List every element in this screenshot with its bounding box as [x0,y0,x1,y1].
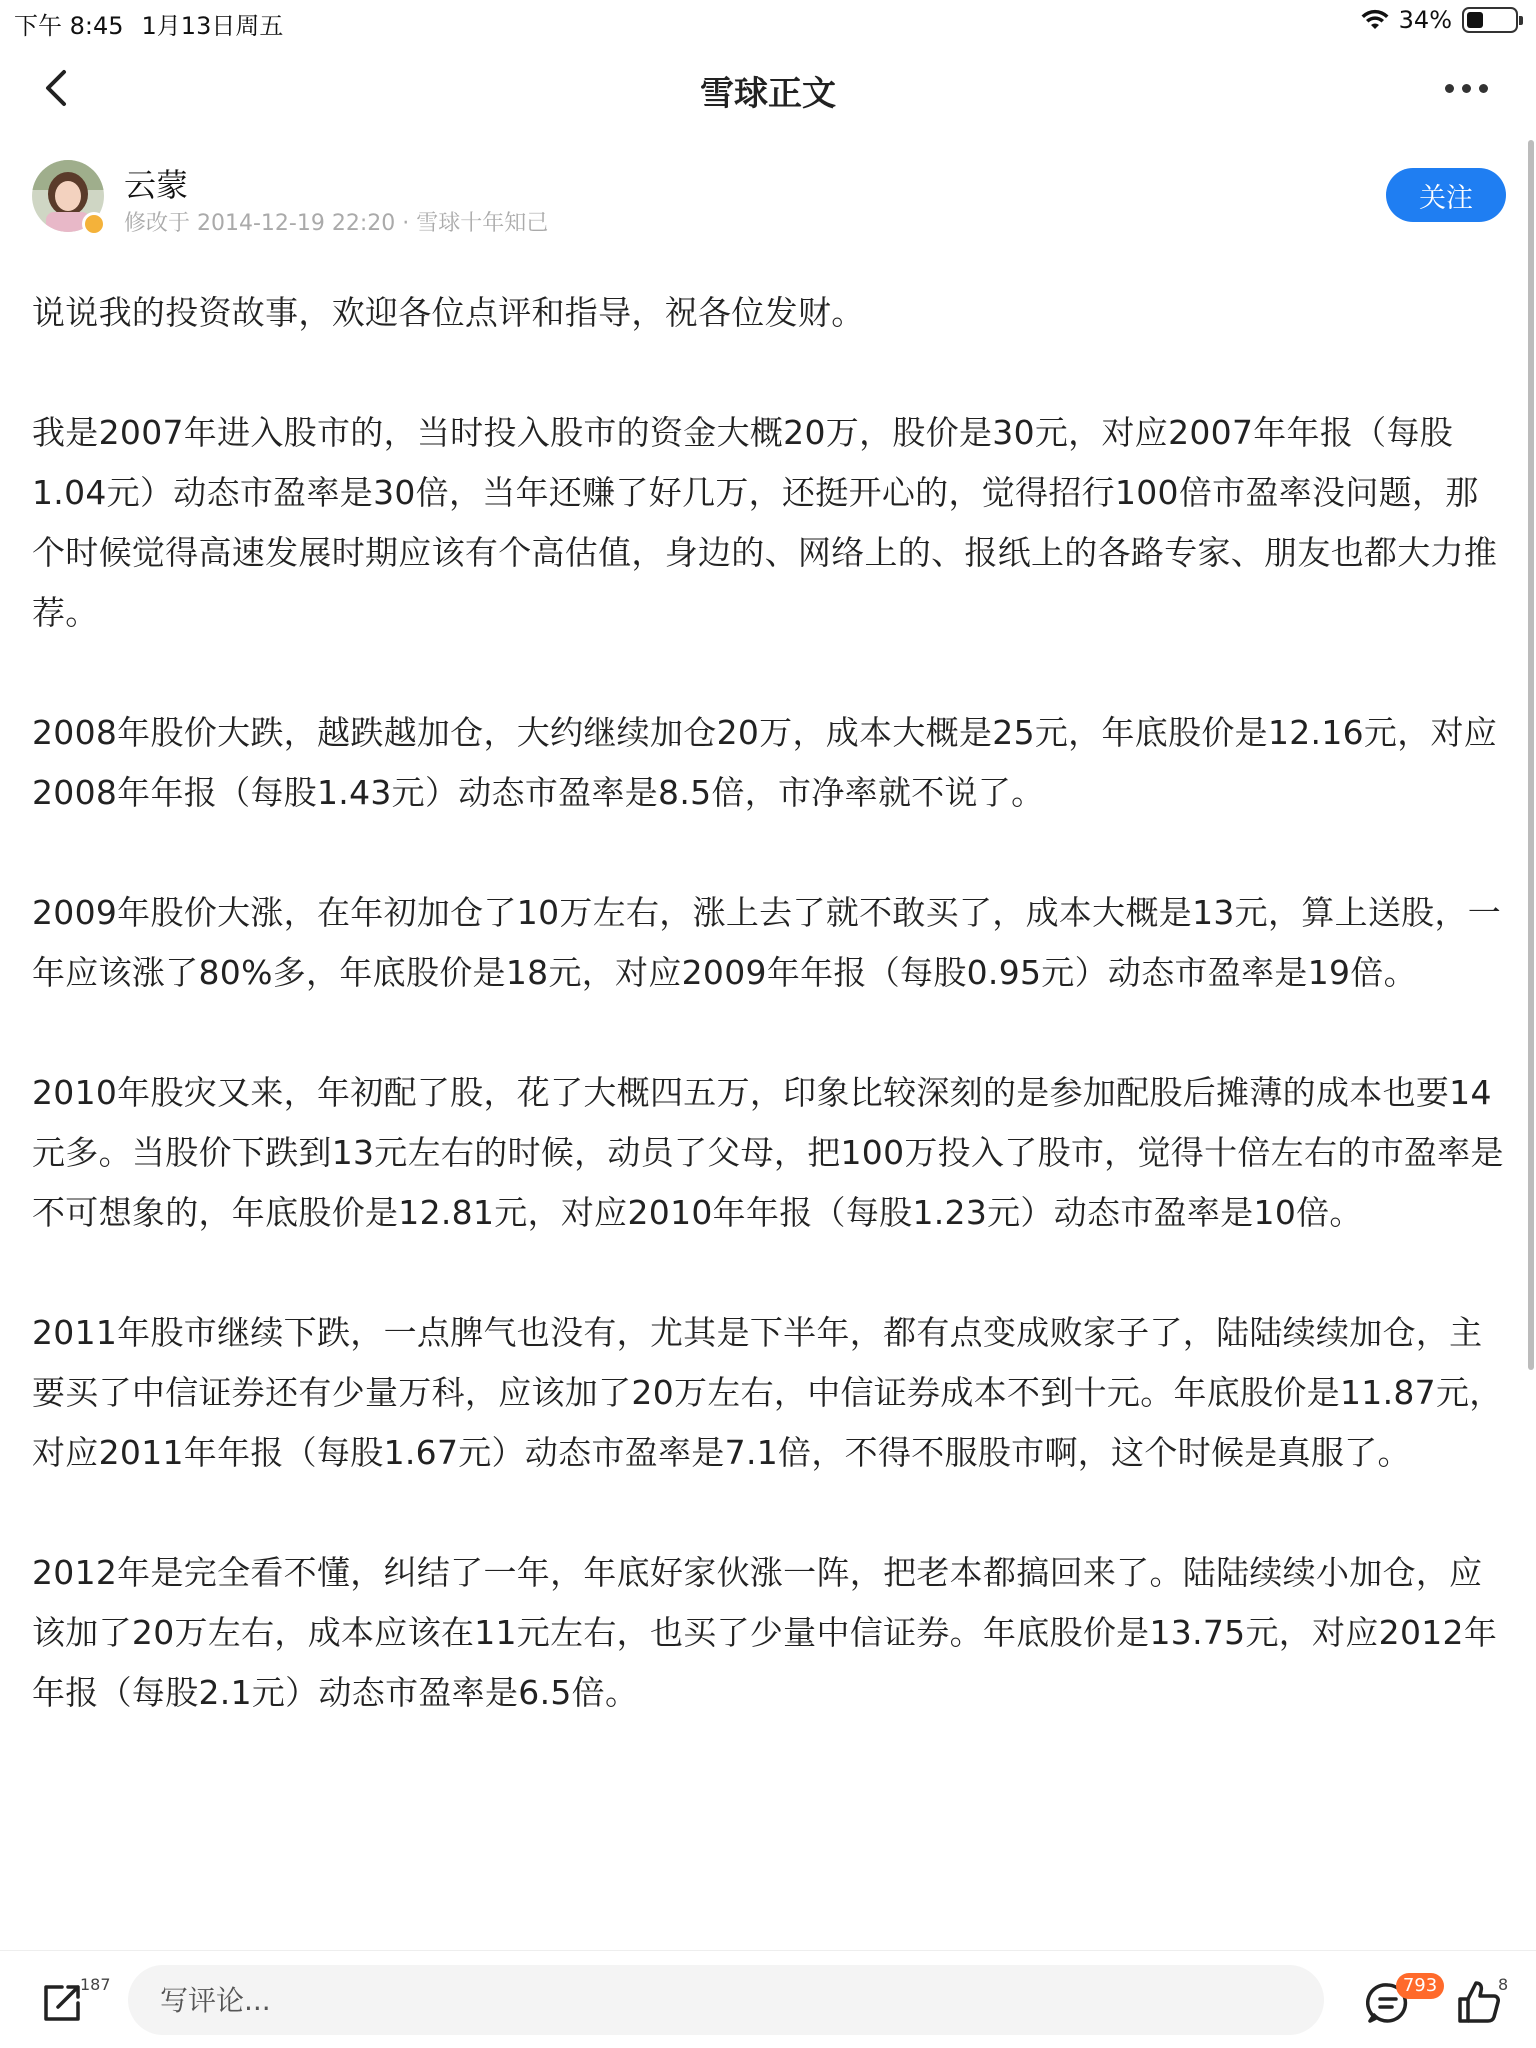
article-paragraph: 2009年股价大涨，在年初加仓了10万左右，涨上去了就不敢买了，成本大概是13元，算上送股，一年应该涨了80%多，年底股价是18元，对应2009年年报（每股0.95元）动态市盈率是19倍。 [32,893,1502,992]
share-count: 187 [80,1975,111,1994]
article-paragraph: 2012年是完全看不懂，纠结了一年，年底好家伙涨一阵，把老本都搞回来了。陆陆续续小加仓，应该加了20万左右，成本应该在11元左右，也买了少量中信证券。年底股价是13.75元，对应2012年年报（每股2.1元）动态市盈率是6.5倍。 [32,1553,1498,1712]
like-count: 8 [1498,1975,1509,1994]
article-paragraph: 2010年股灾又来，年初配了股，花了大概四五万，印象比较深刻的是参加配股后摊薄的成本也要14元多。当股价下跌到13元左右的时候，动员了父母，把100万投入了股市，觉得十倍左右的市盈率是不可想象的，年底股价是12.81元，对应2010年年报（每股1.23元）动态市盈率是10倍。 [32,1073,1504,1232]
status-bar [0,0,1536,40]
article-body [32,283,1506,1783]
bottom-bar [0,1950,1536,2048]
article-paragraph: 2011年股市继续下跌，一点脾气也没有，尤其是下半年，都有点变成败家子了，陆陆续续加仓，主要买了中信证券还有少量万科，应该加了20万左右，中信证券成本不到十元。年底股价是11.87元，对应2011年年报（每股1.67元）动态市盈率是7.1倍，不得不服股市啊，这个时候是真服了。 [32,1313,1503,1472]
scrollbar[interactable] [1528,140,1534,1370]
battery-percent: 34% [1398,6,1452,34]
follow-button[interactable]: 关注 [1386,168,1506,222]
wifi-icon [1361,9,1389,31]
article-paragraph: 2008年股价大跌，越跌越加仓，大约继续加仓20万，成本大概是25元，年底股价是12.16元，对应2008年年报（每股1.43元）动态市盈率是8.5倍，市净率就不说了。 [32,713,1498,812]
author-header [0,150,1536,250]
comment-input[interactable] [128,1965,1324,2035]
page-title: 雪球正文 [700,74,836,114]
battery-level [1467,12,1483,28]
status-indicators [1361,6,1518,34]
thumbs-up-icon[interactable] [1456,1979,1502,2025]
author-name[interactable]: 云蒙 [124,166,189,204]
more-dots-icon[interactable] [1445,84,1488,93]
article-paragraph: 我是2007年进入股市的，当时投入股市的资金大概20万，股价是30元，对应2007年年报（每股1.04元）动态市盈率是30倍，当年还赚了好几万，还挺开心的，觉得招行100倍市盈率没问题，那个时候觉得高速发展时期应该有个高估值，身边的、网络上的、报纸上的各路专家、朋友也都大力推荐。 [32,413,1498,632]
battery-icon [1462,7,1518,33]
nav-bar [0,40,1536,140]
post-meta: 修改于 2014-12-19 22:20 · 雪球十年知己 [124,211,549,236]
verified-badge-icon [82,212,106,236]
article-paragraph: 说说我的投资故事，欢迎各位点评和指导，祝各位发财。 [32,293,865,332]
status-time: 下午 8:45 [14,12,124,40]
status-time-date [14,6,301,41]
comment-count-badge: 793 [1396,1973,1444,1999]
status-date: 1月13日周五 [141,12,284,40]
share-icon[interactable] [40,1981,84,2025]
